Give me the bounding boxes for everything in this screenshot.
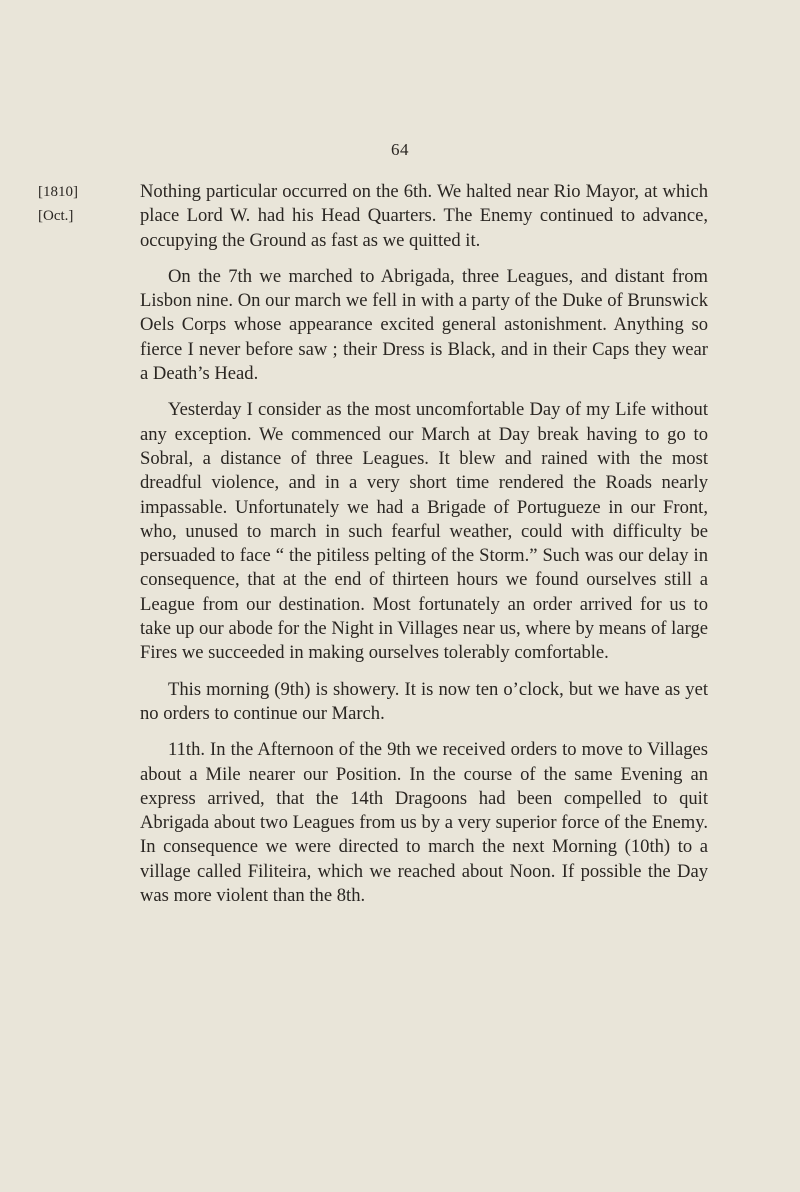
- margin-note-year: [1810]: [38, 184, 78, 200]
- margin-note: [38, 180, 78, 228]
- paragraph-5: 11th. In the Afternoon of the 9th we received orders to move to Villages about a Mile nearer our Position. In the course of the same Evening an express arrived, that the 14th Dragoons had been compelled to quit Abrigada about two Leagues from us by a very superior force of the Enemy. In consequence we were directed to march the next Morning (10th) to a village called Filiteira, which we reached about Noon. If possible the Day was more violent than the 8th.: [140, 739, 708, 907]
- paragraph-3: Yesterday I consider as the most uncomfortable Day of my Life without any exception. We commenced our March at Day break having to go to Sobral, a distance of three Leagues. It blew and rained with the most dreadful violence, and in a very short time rendered the Roads nearly impassable. Unfortunately we had a Brigade of Portugueze in our Front, who, unused to march in such fearful weather, could with difficulty be persuaded to face “ the pitiless pelting of the Storm.” Such was our delay in consequence, that at the end of thirteen hours we found ourselves still a League from our destination. Most fortunately an order arrived for us to take up our abode for the Night in Villages near us, where by means of large Fires we succeeded in making ourselves tolerably comfortable.: [140, 399, 708, 664]
- paragraph-4: This morning (9th) is showery. It is now ten o’clock, but we have as yet no orders to continue our March.: [140, 678, 708, 724]
- body-text: [140, 180, 708, 920]
- paragraph-2: On the 7th we marched to Abrigada, three Leagues, and distant from Lisbon nine. On our march we fell in with a party of the Duke of Brunswick Oels Corps whose appearance excited general astonishment. Anything so fierce I never before saw ; their Dress is Black, and in their Caps they wear a Death’s Head.: [140, 265, 708, 385]
- margin-note-month: [Oct.]: [38, 208, 74, 224]
- paragraph-1: Nothing particular occurred on the 6th. We halted near Rio Mayor, at which place Lord W. had his Head Quarters. The Enemy continued to advance, occupying the Ground as fast as we quitted it.: [140, 181, 708, 251]
- page-number: 64: [391, 140, 409, 159]
